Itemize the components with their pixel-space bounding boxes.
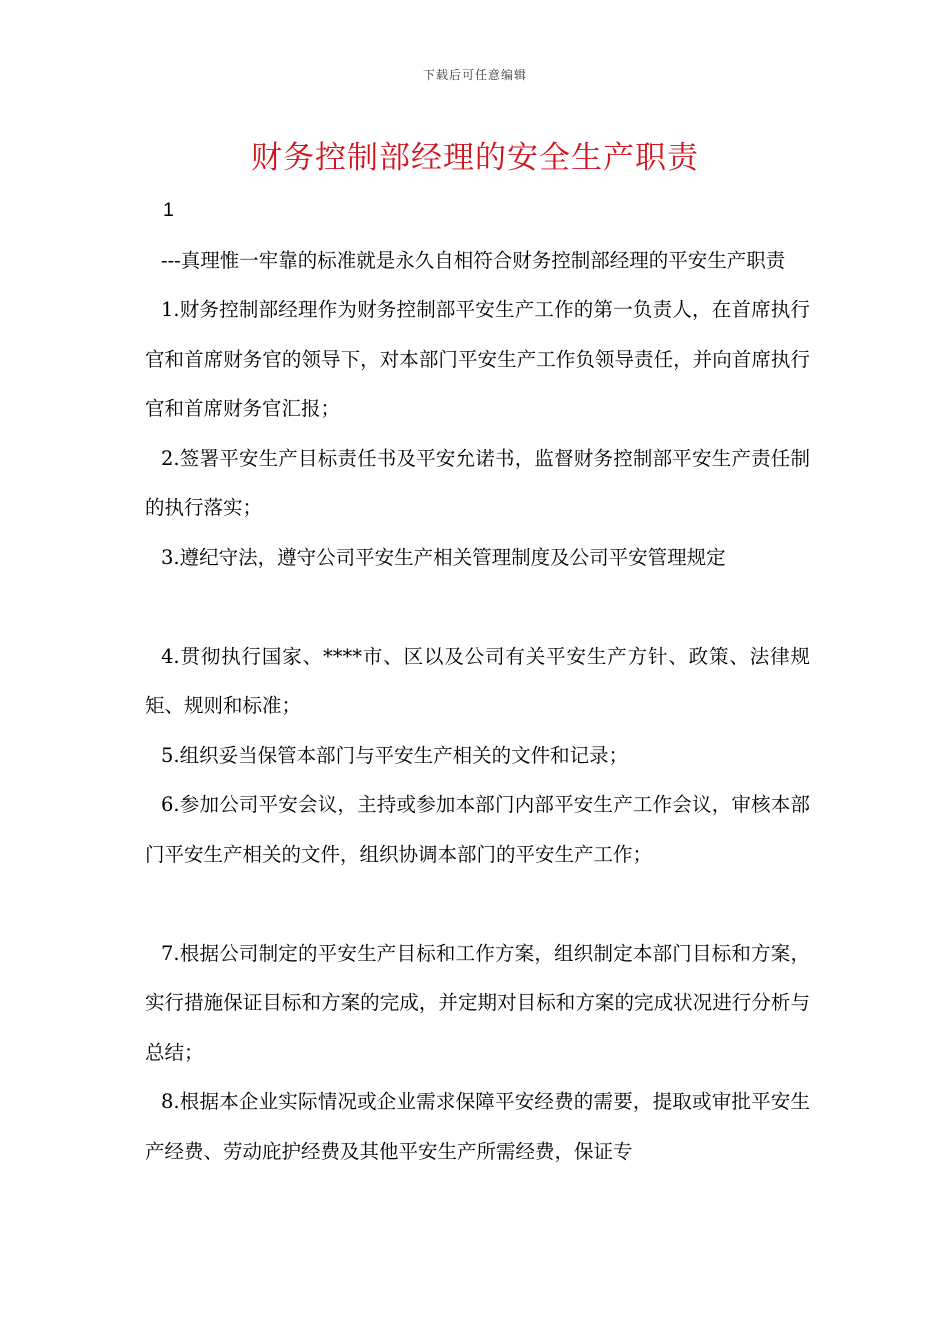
duty-item-2: 2.签署平安生产目标责任书及平安允诺书，监督财务控制部平安生产责任制的执行落实； — [145, 446, 810, 519]
header-note: 下载后可任意编辑 — [422, 68, 527, 82]
duty-item-3: 3.遵纪守法，遵守公司平安生产相关管理制度及公司平安管理规定 — [161, 545, 726, 569]
duty-item-4: 4.贯彻执行国家、****市、区以及公司有关平安生产方针、政策、法律规矩、规则和标准； — [145, 644, 810, 717]
duty-item-5: 5.组织妥当保管本部门与平安生产相关的文件和记录； — [161, 743, 629, 767]
paragraph-gap — [145, 582, 810, 632]
duty-item-7: 7.根据公司制定的平安生产目标和工作方案，组织制定本部门目标和方案，实行措施保证目标和方案的完成，并定期对目标和方案的完成状况进行分析与总结； — [145, 941, 810, 1064]
duty-item-8: 8.根据本企业实际情况或企业需求保障平安经费的需要，提取或审批平安生产经费、劳动庇护经费及其他平安生产所需经费，保证专 — [145, 1090, 810, 1163]
document-body — [145, 186, 810, 1176]
duty-item-6: 6.参加公司平安会议，主持或参加本部门内部平安生产工作会议，审核本部门平安生产相关的文件，组织协调本部门的平安生产工作； — [145, 793, 810, 866]
duty-item-1: 1.财务控制部经理作为财务控制部平安生产工作的第一负责人，在首席执行官和首席财务官的领导下，对本部门平安生产工作负领导责任，并向首席执行官和首席财务官汇报； — [145, 298, 810, 420]
document-title: 财务控制部经理的安全生产职责 — [251, 140, 699, 176]
paragraph-gap — [145, 879, 810, 929]
section-number: 1 — [163, 199, 174, 221]
intro-paragraph: ---真理惟一牢靠的标准就是永久自相符合财务控制部经理的平安生产职责 — [161, 248, 786, 272]
